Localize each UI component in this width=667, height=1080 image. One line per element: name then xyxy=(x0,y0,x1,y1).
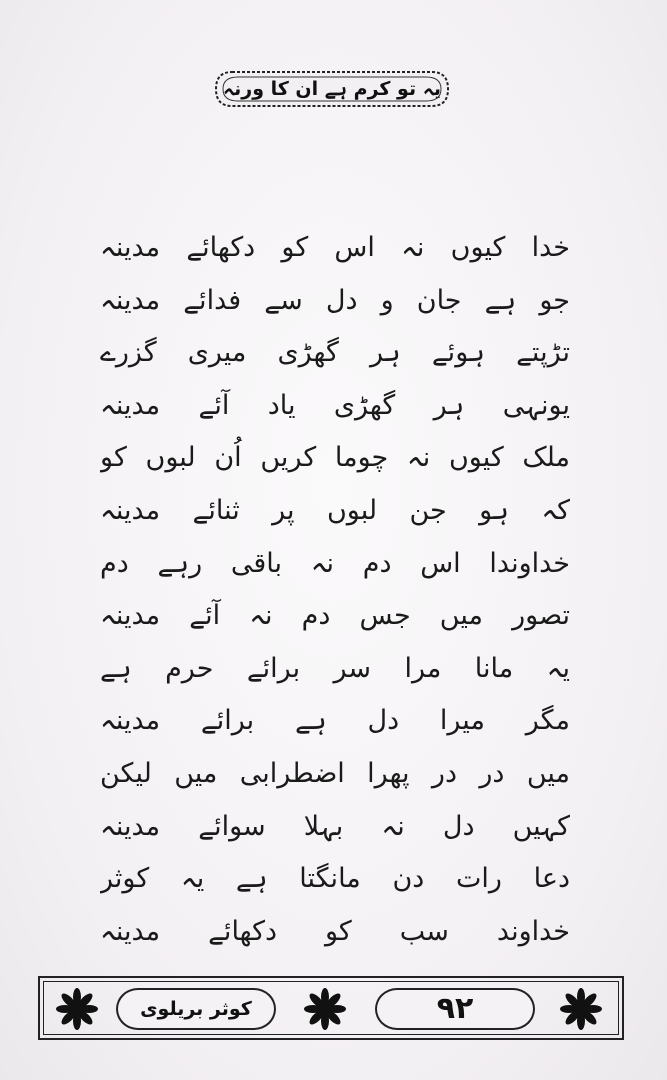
author-name: کوثر بریلوی xyxy=(116,988,276,1030)
footer-band xyxy=(38,976,624,1040)
verse-line: میں در در پھرا اضطرابی میں لیکن xyxy=(100,757,570,789)
verse-line: کہیں دل نہ بہلا سوائے مدینہ xyxy=(100,810,570,842)
verse-line: خدا کیوں نہ اس کو دکھائے مدینہ xyxy=(100,232,570,263)
flower-icon xyxy=(302,986,348,1032)
verse-line: خداوند سب کو دکھائے مدینہ xyxy=(100,915,570,947)
flower-icon xyxy=(558,986,604,1032)
flower-icon xyxy=(54,986,100,1032)
verse-line: یہ مانا مرا سر برائے حرم ہے xyxy=(100,652,570,684)
verse-line: کہ ہو جن لبوں پر ثنائے مدینہ xyxy=(100,494,570,526)
verse-line: دعا رات دن مانگتا ہے یہ کوثر xyxy=(100,863,570,895)
poem xyxy=(100,222,570,958)
verse-line: جو ہے جان و دل سے فدائے مدینہ xyxy=(100,284,570,316)
verse-line: تڑپتے ہوئے ہر گھڑی میری گزرے xyxy=(100,337,570,369)
verse-line: خداوندا اس دم نہ باقی رہے دم xyxy=(100,547,570,579)
verse-line: تصور میں جس دم نہ آئے مدینہ xyxy=(100,600,570,632)
header-cartouche xyxy=(212,68,452,110)
header-title: یہ تو کرم ہے ان کا ورنہ xyxy=(223,78,441,100)
verse-line: یونہی ہر گھڑی یاد آئے مدینہ xyxy=(100,389,570,421)
verse-line: مگر میرا دل ہے برائے مدینہ xyxy=(100,705,570,737)
verse-line: ملک کیوں نہ چوما کریں اُن لبوں کو xyxy=(100,442,570,474)
page-number: ۹۲ xyxy=(375,988,535,1030)
